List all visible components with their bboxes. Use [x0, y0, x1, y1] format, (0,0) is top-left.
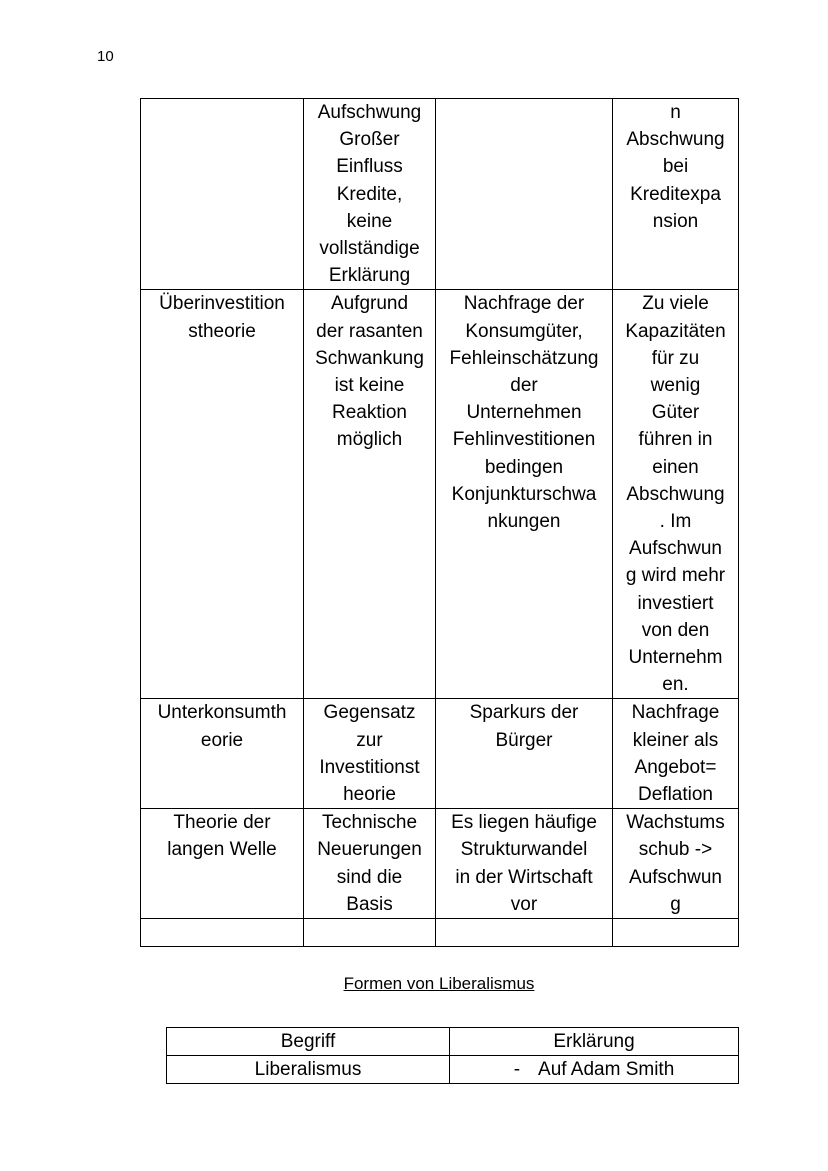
table-cell	[304, 919, 436, 947]
table-cell: Es liegen häufige Strukturwandel in der Wirtschaft vor	[436, 809, 613, 919]
column-header-explanation: Erklärung	[450, 1028, 739, 1056]
table-row	[167, 1056, 739, 1084]
table-cell: Unterkonsumth eorie	[141, 699, 304, 809]
table-cell	[141, 99, 304, 290]
table-cell: Zu viele Kapazitäten für zu wenig Güter führen in einen Abschwung . Im Aufschwun g wird mehr investiert von den Unternehm en.	[613, 290, 739, 699]
table-row	[141, 99, 739, 290]
table-cell: n Abschwung bei Kreditexpa nsion	[613, 99, 739, 290]
table-cell: Gegensatz zur Investitionst heorie	[304, 699, 436, 809]
table-cell: Nachfrage der Konsumgüter, Fehleinschätzung der Unternehmen Fehlinvestitionen bedingen Konjunkturschwa nkungen	[436, 290, 613, 699]
table-cell	[436, 919, 613, 947]
table-cell	[141, 919, 304, 947]
explanation-cell	[450, 1056, 739, 1084]
bullet-dash: -	[513, 1059, 521, 1080]
table-row	[141, 919, 739, 947]
table-cell	[613, 919, 739, 947]
table-cell: Wachstums schub -> Aufschwun g	[613, 809, 739, 919]
table-cell: Technische Neuerungen sind die Basis	[304, 809, 436, 919]
table-cell: Überinvestition stheorie	[141, 290, 304, 699]
table-cell	[436, 99, 613, 290]
table-row	[141, 809, 739, 919]
explanation-text: Auf Adam Smith	[538, 1059, 675, 1080]
table-cell: Theorie der langen Welle	[141, 809, 304, 919]
table-cell: Nachfrage kleiner als Angebot= Deflation	[613, 699, 739, 809]
section-title: Formen von Liberalismus	[343, 974, 535, 993]
liberalism-table	[166, 1027, 739, 1084]
table-header-row	[167, 1028, 739, 1056]
economic-theories-table	[140, 98, 739, 947]
table-cell: Aufgrund der rasanten Schwankung ist keine Reaktion möglich	[304, 290, 436, 699]
table-cell: Sparkurs der Bürger	[436, 699, 613, 809]
page-number: 10	[97, 48, 114, 65]
term-cell: Liberalismus	[167, 1056, 450, 1084]
table-cell: Aufschwung Großer Einfluss Kredite, keine vollständige Erklärung	[304, 99, 436, 290]
column-header-term: Begriff	[167, 1028, 450, 1056]
table-row	[141, 699, 739, 809]
table-row	[141, 290, 739, 699]
